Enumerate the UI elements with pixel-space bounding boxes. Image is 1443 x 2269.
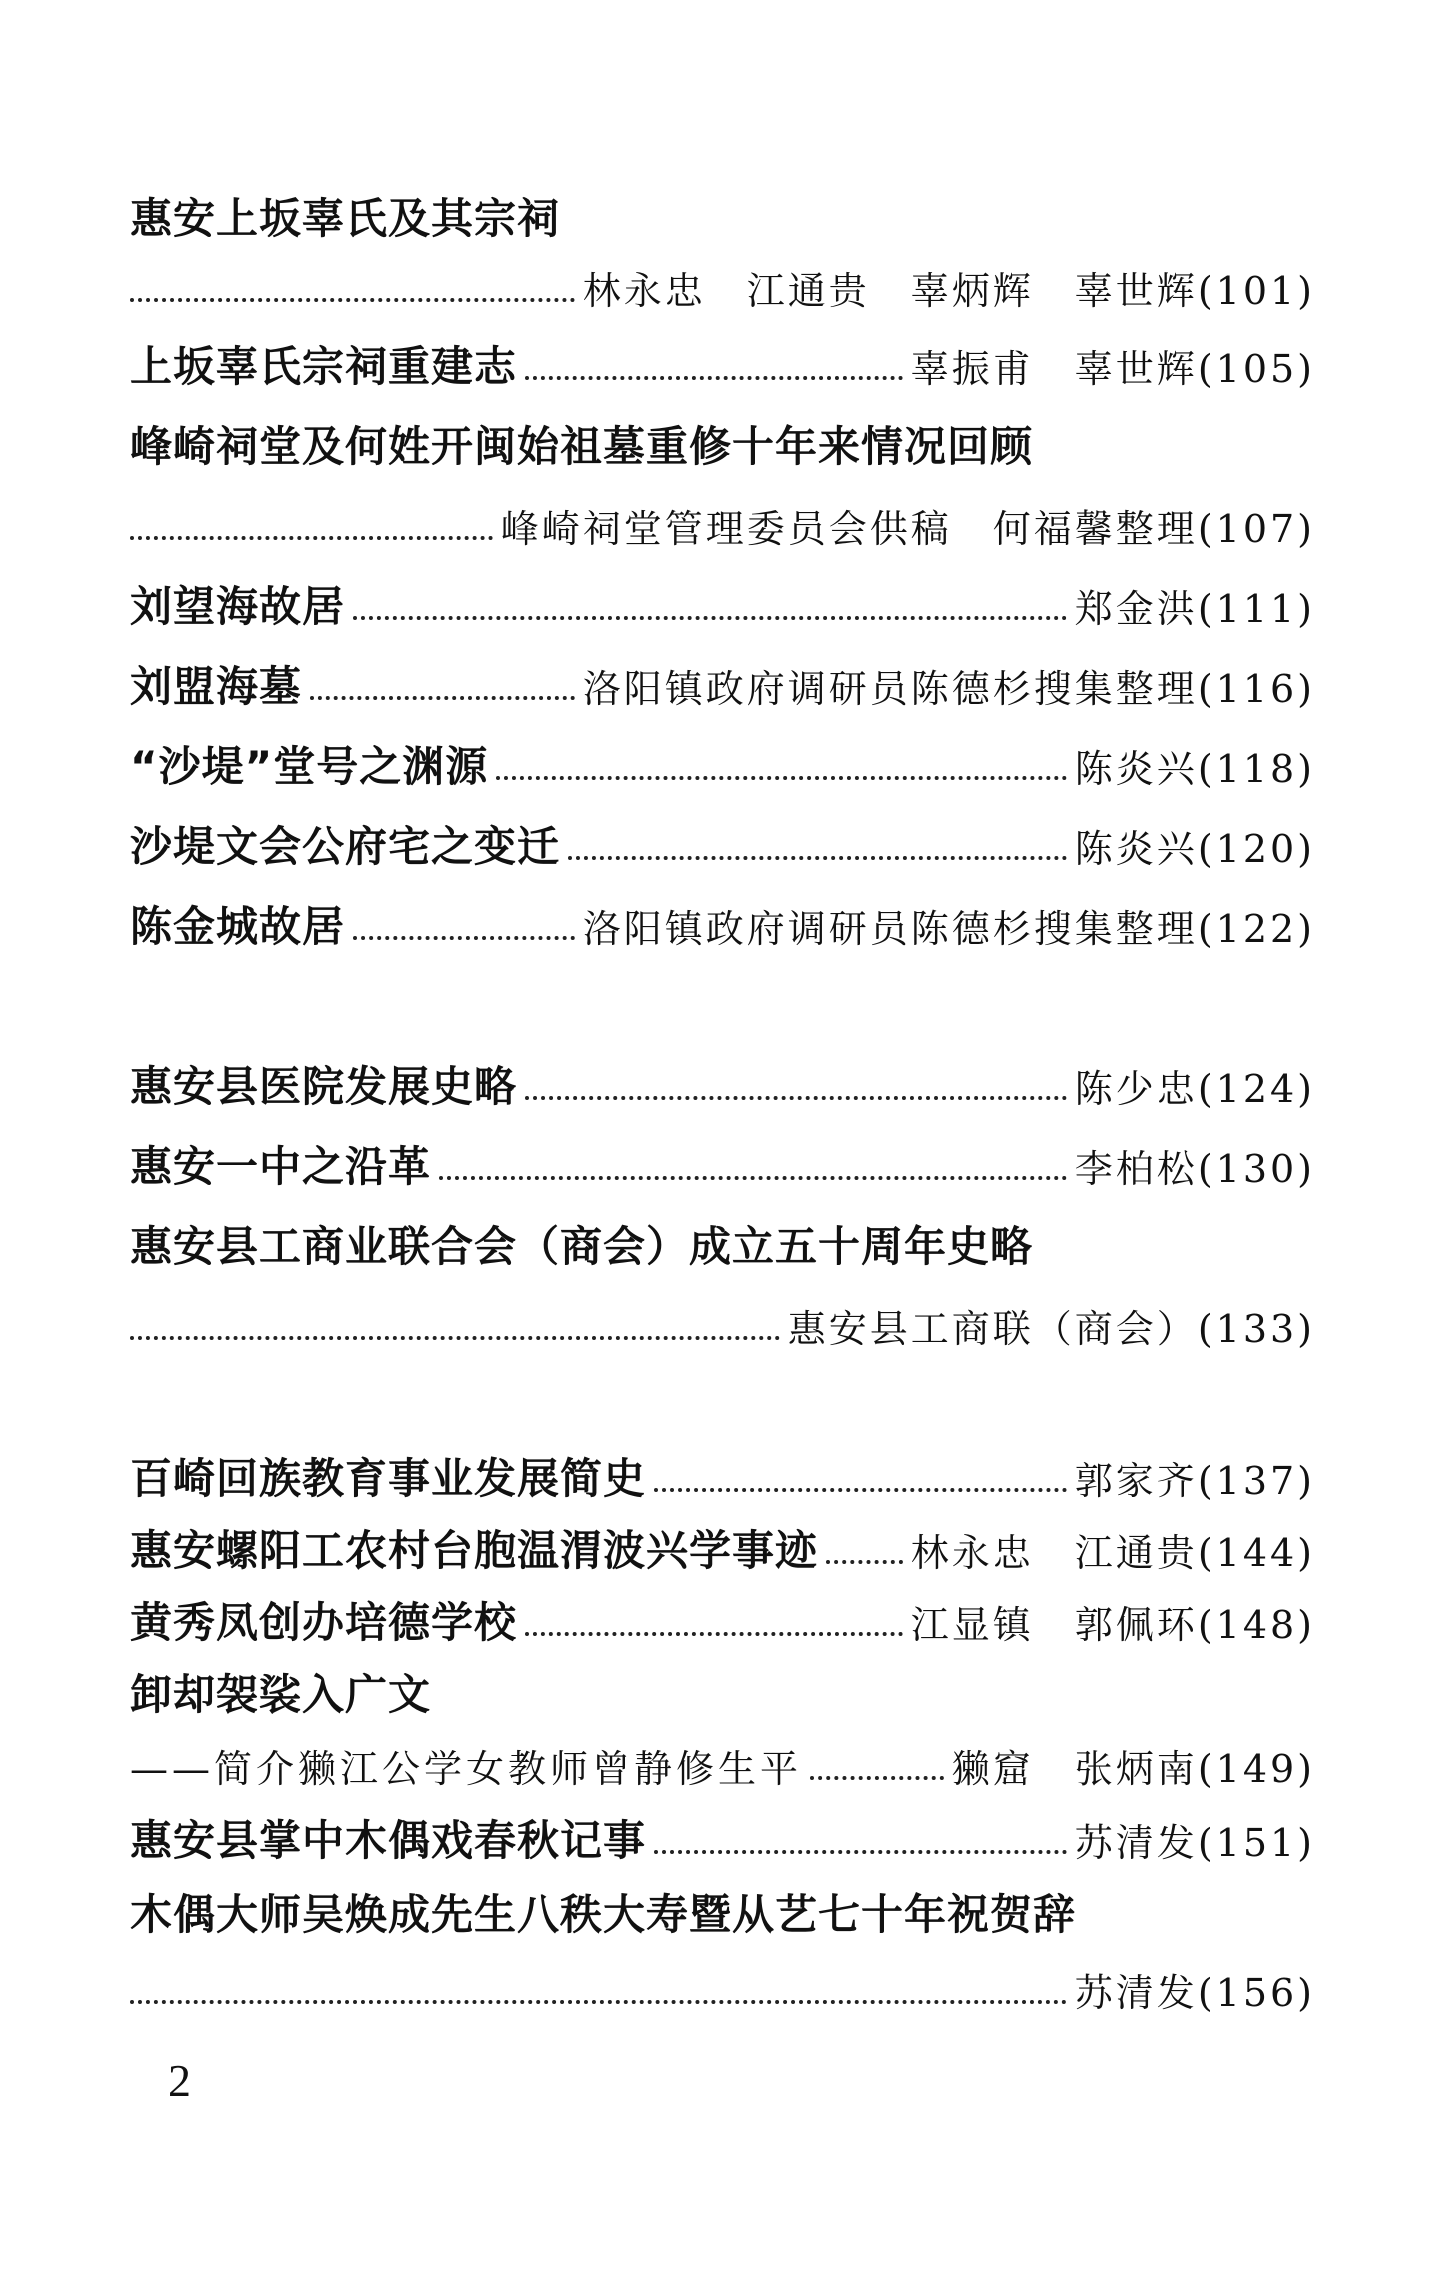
entry-author: 陈少忠 — [1074, 1067, 1198, 1108]
toc-entry — [130, 638, 1315, 708]
dot-leader — [439, 1175, 1067, 1180]
entry-page: (156) — [1197, 1971, 1315, 2012]
entry-author: 陈炎兴 — [1074, 747, 1198, 788]
entry-author: 獭窟 张炳南 — [951, 1747, 1198, 1788]
entry-title: 陈金城故居 — [130, 902, 346, 948]
toc-entry — [130, 318, 1315, 388]
entry-title: 沙堤文会公府宅之变迁 — [130, 822, 561, 868]
entry-author: 江显镇 郭佩环 — [910, 1603, 1198, 1644]
toc-entry — [130, 1198, 1315, 1268]
entry-page: (151) — [1197, 1821, 1315, 1862]
entry-page: (122) — [1197, 907, 1315, 948]
dot-leader — [130, 1335, 780, 1340]
dot-leader — [525, 1631, 903, 1636]
entry-title: 峰崎祠堂及何姓开闽始祖墓重修十年来情况回顾 — [130, 422, 1034, 468]
entry-title: 刘盟海墓 — [130, 662, 303, 708]
dot-leader — [568, 855, 1067, 860]
entry-page: (133) — [1197, 1307, 1315, 1348]
entry-title: 惠安县医院发展史略 — [130, 1062, 518, 1108]
entry-author: 郭家齐 — [1074, 1459, 1198, 1500]
toc-entry — [130, 1792, 1315, 1862]
entry-page: (137) — [1197, 1459, 1315, 1500]
entry-title: 刘望海故居 — [130, 582, 346, 628]
dot-leader — [525, 1095, 1067, 1100]
toc-entry — [130, 398, 1315, 468]
entry-author: 李柏松 — [1074, 1147, 1198, 1188]
entry-author: 苏清发 — [1074, 1821, 1198, 1862]
toc-entry — [130, 240, 1315, 310]
dot-leader — [353, 935, 575, 940]
entry-title: 黄秀凤创办培德学校 — [130, 1598, 518, 1644]
entry-author: 惠安县工商联（商会） — [787, 1307, 1198, 1348]
dot-leader — [130, 535, 493, 540]
entry-title: 上坂辜氏宗祠重建志 — [130, 342, 518, 388]
dot-leader — [496, 775, 1067, 780]
entry-author: 郑金洪 — [1074, 587, 1198, 628]
entry-title: 惠安一中之沿革 — [130, 1142, 432, 1188]
entry-title: 惠安县掌中木偶戏春秋记事 — [130, 1816, 647, 1862]
entry-author: 林永忠 江通贵 — [910, 1531, 1198, 1572]
toc-entry — [130, 478, 1315, 548]
entry-author: 林永忠 江通贵 辜炳辉 辜世辉 — [582, 269, 1198, 310]
toc-entry — [130, 798, 1315, 868]
entry-page: (149) — [1197, 1747, 1315, 1788]
dot-leader — [654, 1487, 1067, 1492]
toc-entry — [130, 1502, 1315, 1572]
dot-leader — [130, 1999, 1067, 2004]
entry-title: 惠安县工商业联合会（商会）成立五十周年史略 — [130, 1222, 1034, 1268]
entry-title: 百崎回族教育事业发展简史 — [130, 1454, 647, 1500]
dot-leader — [525, 375, 903, 380]
entry-author: 陈炎兴 — [1074, 827, 1198, 868]
entry-page: (144) — [1197, 1531, 1315, 1572]
entry-author: 峰崎祠堂管理委员会供稿 何福馨整理 — [500, 507, 1198, 548]
entry-author: 辜振甫 辜世辉 — [910, 347, 1198, 388]
dot-leader — [310, 695, 575, 700]
entry-page: (120) — [1197, 827, 1315, 868]
page-number: 2 — [168, 2055, 191, 2106]
entry-page: (107) — [1197, 507, 1315, 548]
entry-page: (105) — [1197, 347, 1315, 388]
entry-subtitle: ——简介獭江公学女教师曾静修生平 — [130, 1747, 803, 1788]
toc-entry — [130, 1038, 1315, 1108]
toc-entry — [130, 170, 1315, 240]
entry-page: (148) — [1197, 1603, 1315, 1644]
dot-leader — [654, 1849, 1067, 1854]
toc-entry — [130, 1574, 1315, 1644]
entry-author: 洛阳镇政府调研员陈德杉搜集整理 — [582, 667, 1198, 708]
entry-author: 苏清发 — [1074, 1971, 1198, 2012]
dot-leader — [353, 615, 1067, 620]
entry-title: 惠安螺阳工农村台胞温渭波兴学事迹 — [130, 1526, 819, 1572]
entry-page: (111) — [1197, 587, 1315, 628]
toc-entry — [130, 558, 1315, 628]
toc-entry — [130, 1942, 1315, 2012]
entry-title: 木偶大师吴焕成先生八秩大寿暨从艺七十年祝贺辞 — [130, 1890, 1077, 1936]
dot-leader — [810, 1775, 944, 1780]
entry-author: 洛阳镇政府调研员陈德杉搜集整理 — [582, 907, 1198, 948]
dot-leader — [826, 1559, 903, 1564]
toc-entry — [130, 878, 1315, 948]
toc-entry — [130, 1278, 1315, 1348]
toc-entry — [130, 1646, 1315, 1716]
entry-page: (118) — [1197, 747, 1315, 788]
toc-entry — [130, 1430, 1315, 1500]
entry-page: (130) — [1197, 1147, 1315, 1188]
dot-leader — [130, 297, 575, 302]
entry-page: (101) — [1197, 269, 1315, 310]
toc-entry — [130, 1866, 1315, 1936]
toc-entry — [130, 1118, 1315, 1188]
entry-page: (124) — [1197, 1067, 1315, 1108]
entry-page: (116) — [1197, 667, 1315, 708]
entry-title: 惠安上坂辜氏及其宗祠 — [130, 194, 561, 240]
toc-entry — [130, 718, 1315, 788]
entry-title: 卸却袈裟入广文 — [130, 1670, 432, 1716]
toc-entry — [130, 1718, 1315, 1788]
entry-title: “沙堤”堂号之渊源 — [130, 742, 489, 788]
